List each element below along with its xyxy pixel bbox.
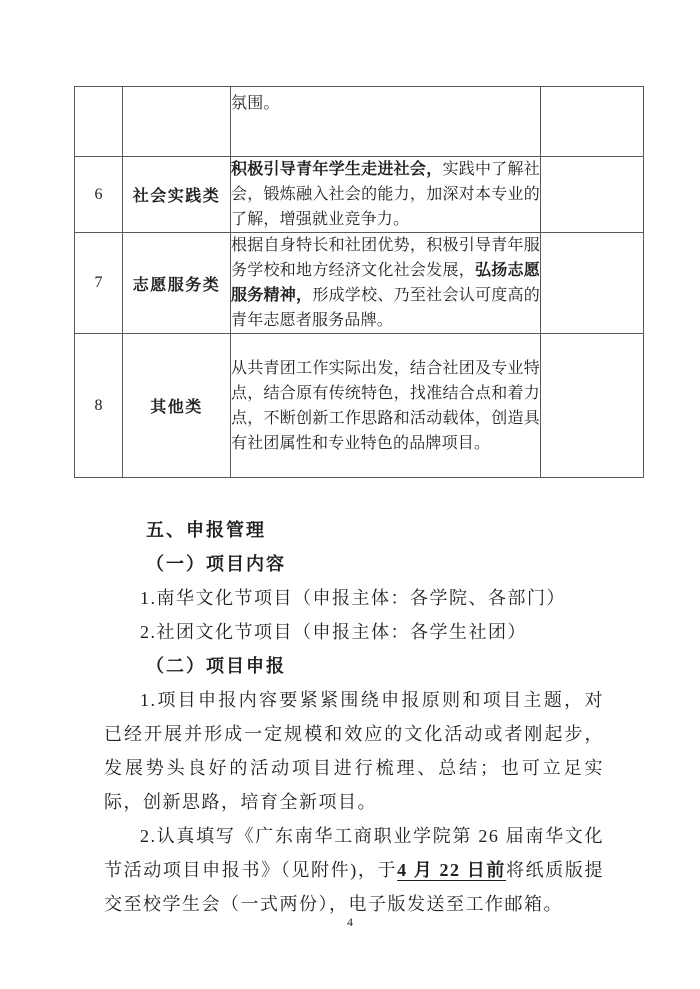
subsection-2-heading: （二）项目申报 (146, 656, 286, 676)
cell-category-social-practice: 社会实践类 (123, 157, 231, 233)
row7-desc-pre: 根据自身特长和社团优势，积极引导青年服务学校和地方经济文化社会发展， (231, 237, 540, 279)
paragraph-application-content: 1.项目申报内容要紧紧围绕申报原则和项目主题，对已经开展并形成一定规模和效应的文化活动或者刚起步，发展势头良好的活动项目进行梳理、总结；也可立足实际，创新思路，培育全新项目。 (104, 690, 604, 812)
row7-desc-bold: 弘扬志愿服务精神， (231, 262, 540, 304)
cell-category-other: 其他类 (123, 334, 231, 478)
cell-number-8: 8 (75, 334, 123, 478)
cell-remark-7 (541, 233, 644, 334)
item-nanhua-culture-festival: 1.南华文化节项目（申报主体：各学院、各部门） (140, 588, 566, 608)
cell-description-8 (231, 334, 541, 478)
cell-number-6: 6 (75, 157, 123, 233)
body-content (104, 513, 604, 921)
cell-number-empty (75, 87, 123, 157)
continuation-text: 氛围。 (231, 95, 280, 112)
para2-pre-text: 2.认真填写《广东南华工商职业学院第 26 届南华文化节活动项目申报书》（见附件)，于 (104, 826, 604, 880)
para2-post-text: 将纸质版提交至校学生会（一式两份），电子版发送至工作邮箱。 (104, 860, 605, 914)
cell-description-6 (231, 157, 541, 233)
cell-category-volunteer-service: 志愿服务类 (123, 233, 231, 334)
cell-description-7 (231, 233, 541, 334)
page-number: 4 (347, 915, 353, 929)
table-row-7 (75, 233, 644, 334)
paragraph-application-form (104, 819, 604, 921)
cell-description-continuation (231, 87, 541, 157)
row8-desc: 从共青团工作实际出发，结合社团及专业特点，结合原有传统特色，找准结合点和着力点，不断创新工作思路和活动载体，创造具有社团属性和专业特色的品牌项目。 (231, 359, 540, 452)
table-row-continuation (75, 87, 644, 157)
cell-remark-6 (541, 157, 644, 233)
section-5-heading: 五、申报管理 (146, 520, 266, 540)
cell-remark-empty (541, 87, 644, 157)
row6-desc-rest: 实践中了解社会，锻炼融入社会的能力，加深对本专业的了解，增强就业竞争力。 (231, 161, 540, 228)
cell-remark-8 (541, 334, 644, 478)
table-row-8 (75, 334, 644, 478)
deadline-emphasis: 4 月 22 日前 (397, 860, 506, 880)
row6-desc-bold: 积极引导青年学生走进社会， (231, 161, 443, 178)
cell-category-empty (123, 87, 231, 157)
row7-desc-post: 形成学校、乃至社会认可度高的青年志愿者服务品牌。 (231, 287, 540, 329)
subsection-1-heading: （一）项目内容 (146, 554, 286, 574)
item-club-culture-festival: 2.社团文化节项目（申报主体：各学生社团） (140, 622, 527, 642)
cell-number-7: 7 (75, 233, 123, 334)
project-category-table (74, 86, 644, 478)
table-row-6 (75, 157, 644, 233)
